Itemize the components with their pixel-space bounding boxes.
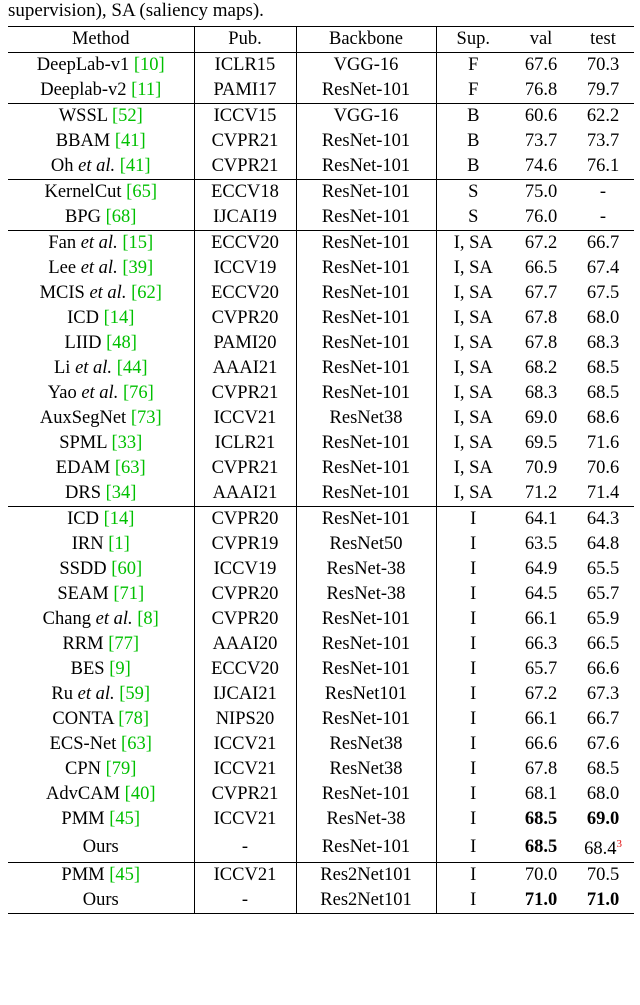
header-val: val [510, 27, 572, 53]
cell-method: DeepLab-v1 [10] [8, 53, 194, 79]
table-row [8, 231, 634, 257]
cell-method: PMM [45] [8, 807, 194, 832]
citation-link[interactable]: [44] [116, 358, 148, 378]
cell-pub: ICCV19 [194, 256, 296, 281]
cell-method: ICD [14] [8, 507, 194, 533]
cell-test: 64.8 [586, 534, 620, 554]
cell-test: 70.3 [586, 55, 620, 75]
cell-backbone: ResNet-101 [296, 205, 436, 231]
table-row [8, 863, 634, 889]
cell-pub: ICCV21 [194, 863, 296, 889]
cell-method: AdvCAM [40] [8, 782, 194, 807]
cell-val: 69.5 [524, 433, 558, 453]
citation-link[interactable]: [63] [114, 458, 146, 478]
citation-link[interactable]: [68] [105, 207, 137, 227]
citation-link[interactable]: [59] [119, 684, 151, 704]
cell-sup: I [470, 584, 477, 604]
cell-pub: NIPS20 [194, 707, 296, 732]
header-pub: Pub. [194, 27, 296, 53]
cell-sup: I [470, 684, 477, 704]
cell-test: 66.7 [586, 709, 620, 729]
cell-pub: CVPR21 [194, 456, 296, 481]
cell-test: 70.6 [586, 458, 620, 478]
cell-sup: B [467, 131, 480, 151]
cell-sup: I, SA [453, 258, 493, 278]
citation-link[interactable]: [40] [124, 784, 156, 804]
citation-link[interactable]: [10] [133, 55, 165, 75]
cell-test: 71.0 [586, 890, 620, 911]
table-row [8, 757, 634, 782]
cell-test: - [599, 207, 607, 227]
cell-val: 69.0 [524, 408, 558, 428]
table-row [8, 732, 634, 757]
header-method: Method [8, 27, 194, 53]
table-row [8, 481, 634, 507]
table-row [8, 682, 634, 707]
cell-val: 64.1 [510, 507, 572, 533]
cell-pub: IJCAI19 [194, 205, 296, 231]
cell-backbone: ResNet-101 [296, 832, 436, 863]
cell-pub: - [194, 888, 296, 914]
cell-sup: S [436, 180, 510, 206]
cell-pub: - [194, 832, 296, 863]
cell-val: 70.9 [524, 458, 558, 478]
cell-method: IRN [1] [8, 532, 194, 557]
table-caption: supervision), SA (saliency maps). [8, 0, 264, 21]
cell-pub: PAMI20 [194, 331, 296, 356]
citation-link[interactable]: [77] [108, 634, 140, 654]
citation-link[interactable]: [45] [109, 809, 141, 829]
citation-link[interactable]: [33] [111, 433, 143, 453]
cell-test: 68.0 [586, 308, 620, 328]
citation-link[interactable]: [73] [130, 408, 162, 428]
cell-sup: I [436, 863, 510, 889]
cell-method: Ours [8, 832, 194, 863]
cell-backbone: ResNet-101 [296, 657, 436, 682]
cell-val: 67.8 [524, 759, 558, 779]
cell-method: BBAM [41] [8, 129, 194, 154]
table-row [8, 807, 634, 832]
citation-link[interactable]: [63] [121, 734, 152, 754]
cell-pub: AAAI21 [194, 356, 296, 381]
cell-backbone: ResNet-101 [296, 456, 436, 481]
et-al-text: et al. [80, 258, 118, 278]
table-row [8, 507, 634, 533]
cell-val: 68.5 [524, 809, 558, 829]
cell-backbone: ResNet-101 [296, 782, 436, 807]
cell-test: 67.3 [586, 684, 620, 704]
table-row [8, 180, 634, 206]
cell-backbone: ResNet-101 [296, 632, 436, 657]
citation-link[interactable]: [48] [106, 333, 137, 353]
cell-backbone: ResNet38 [296, 732, 436, 757]
cell-method: MCIS et al. [62] [8, 281, 194, 306]
cell-pub: CVPR21 [194, 154, 296, 180]
citation-link[interactable]: [71] [113, 584, 145, 604]
cell-val: 76.8 [524, 80, 558, 100]
cell-test: 66.6 [586, 659, 620, 679]
cell-pub: CVPR21 [194, 129, 296, 154]
cell-sup: I, SA [453, 333, 493, 353]
cell-sup: I, SA [453, 283, 493, 303]
citation-link[interactable]: [14] [103, 509, 135, 529]
et-al-text: et al. [80, 233, 118, 253]
cell-pub: CVPR20 [194, 582, 296, 607]
cell-backbone: ResNet-101 [296, 256, 436, 281]
cell-sup: I [470, 559, 477, 579]
table-row [8, 256, 634, 281]
cell-val: 67.7 [524, 283, 558, 303]
cell-val: 66.5 [524, 258, 558, 278]
cell-method: Li et al. [44] [8, 356, 194, 381]
table-row [8, 707, 634, 732]
cell-pub: ECCV20 [194, 657, 296, 682]
cell-test: 67.4 [586, 258, 620, 278]
table-row [8, 154, 634, 180]
cell-backbone: ResNet101 [296, 682, 436, 707]
et-al-text: et al. [81, 383, 119, 403]
cell-method: BPG [68] [8, 205, 194, 231]
cell-backbone: VGG-16 [296, 104, 436, 130]
table-row [8, 104, 634, 130]
table-row [8, 888, 634, 914]
cell-backbone: ResNet-101 [296, 481, 436, 507]
cell-backbone: ResNet-101 [296, 281, 436, 306]
cell-method: SSDD [60] [8, 557, 194, 582]
cell-sup: I [470, 809, 477, 829]
cell-pub: CVPR20 [194, 507, 296, 533]
header-test: test [572, 27, 634, 53]
cell-backbone: Res2Net101 [296, 863, 436, 889]
cell-method: RRM [77] [8, 632, 194, 657]
table-row [8, 306, 634, 331]
cell-method: BES [9] [8, 657, 194, 682]
cell-sup: I [470, 634, 477, 654]
cell-backbone: ResNet-101 [296, 129, 436, 154]
cell-pub: IJCAI21 [194, 682, 296, 707]
cell-val: 68.2 [524, 358, 558, 378]
cell-test: 65.7 [586, 584, 620, 604]
cell-backbone: ResNet38 [296, 406, 436, 431]
table-row [8, 331, 634, 356]
cell-backbone: ResNet-101 [296, 707, 436, 732]
cell-sup: I, SA [453, 458, 493, 478]
cell-method: WSSL [52] [8, 104, 194, 130]
cell-sup: I [470, 890, 477, 911]
table-header [8, 27, 634, 53]
citation-link[interactable]: [15] [122, 233, 154, 253]
cell-pub: ECCV18 [194, 180, 296, 206]
cell-backbone: ResNet-101 [296, 381, 436, 406]
cell-sup: I [470, 534, 477, 554]
cell-backbone: ResNet-101 [296, 180, 436, 206]
cell-method: EDAM [63] [8, 456, 194, 481]
cell-method: Chang et al. [8] [8, 607, 194, 632]
cell-val: 67.2 [524, 684, 558, 704]
cell-method: Ours [8, 888, 194, 914]
cell-method: PMM [45] [8, 863, 194, 889]
citation-link[interactable]: [52] [111, 106, 143, 126]
cell-test: 66.5 [586, 634, 620, 654]
cell-pub: CVPR21 [194, 782, 296, 807]
cell-method: CONTA [78] [8, 707, 194, 732]
table-row [8, 532, 634, 557]
cell-method: Yao et al. [76] [8, 381, 194, 406]
cell-backbone: VGG-16 [296, 53, 436, 79]
cell-method: Lee et al. [39] [8, 256, 194, 281]
cell-backbone: ResNet38 [296, 757, 436, 782]
cell-sup: I [470, 734, 477, 754]
et-al-text: et al. [95, 609, 133, 629]
et-al-text: et al. [78, 156, 116, 176]
citation-link[interactable]: [9] [109, 659, 131, 679]
citation-link[interactable]: [76] [122, 383, 154, 403]
cell-val: 67.6 [524, 55, 558, 75]
cell-method: LIID [48] [8, 331, 194, 356]
cell-test: 65.9 [586, 609, 620, 629]
cell-sup: I, SA [453, 308, 493, 328]
cell-pub: ICCV21 [194, 406, 296, 431]
cell-sup: I, SA [453, 383, 493, 403]
cell-method: DRS [34] [8, 481, 194, 507]
header-backbone: Backbone [296, 27, 436, 53]
cell-method: Deeplab-v2 [11] [8, 78, 194, 104]
cell-test: 68.5 [586, 759, 620, 779]
cell-sup: I, SA [453, 483, 493, 503]
cell-method: Ru et al. [59] [8, 682, 194, 707]
citation-link[interactable]: [79] [105, 759, 137, 779]
table-row [8, 782, 634, 807]
table-row [8, 356, 634, 381]
table-row [8, 53, 634, 79]
cell-val: 73.7 [524, 131, 558, 151]
results-table [8, 26, 634, 914]
cell-sup: I [470, 609, 477, 629]
header-sup: Sup. [436, 27, 510, 53]
table-row [8, 431, 634, 456]
cell-val: 71.0 [524, 890, 558, 911]
cell-test: - [572, 180, 634, 206]
cell-val: 71.2 [524, 483, 558, 503]
cell-sup: F [468, 80, 479, 100]
cell-pub: AAAI21 [194, 481, 296, 507]
cell-val: 67.2 [510, 231, 572, 257]
citation-link[interactable]: [41] [119, 156, 151, 176]
cell-sup: I [470, 659, 477, 679]
cell-pub: ICCV21 [194, 757, 296, 782]
cell-test: 68.3 [586, 333, 620, 353]
table-row [8, 557, 634, 582]
citation-link[interactable]: [62] [131, 283, 162, 303]
table-row [8, 406, 634, 431]
cell-sup: I [470, 759, 477, 779]
cell-backbone: ResNet50 [296, 532, 436, 557]
cell-method: KernelCut [65] [8, 180, 194, 206]
cell-val: 76.0 [524, 207, 558, 227]
cell-pub: ICLR21 [194, 431, 296, 456]
citation-link[interactable]: [78] [118, 709, 150, 729]
table-row [8, 582, 634, 607]
cell-sup: I, SA [453, 433, 493, 453]
cell-method: ICD [14] [8, 306, 194, 331]
cell-test: 76.1 [586, 156, 620, 176]
cell-test: 70.5 [572, 863, 634, 889]
cell-pub: ICCV21 [194, 732, 296, 757]
cell-val: 74.6 [524, 156, 558, 176]
cell-test: 79.7 [586, 80, 620, 100]
cell-backbone: ResNet-101 [296, 356, 436, 381]
cell-sup: F [468, 55, 479, 75]
cell-backbone: ResNet-101 [296, 231, 436, 257]
cell-val: 65.7 [524, 659, 558, 679]
table-header-row [8, 27, 634, 53]
citation-link[interactable]: [41] [114, 131, 146, 151]
cell-pub: CVPR19 [194, 532, 296, 557]
cell-method: SPML [33] [8, 431, 194, 456]
citation-link[interactable]: [14] [103, 308, 135, 328]
citation-link[interactable]: [34] [105, 483, 137, 503]
cell-val: 60.6 [510, 104, 572, 130]
citation-link[interactable]: [8] [137, 609, 159, 629]
cell-val: 64.5 [524, 584, 558, 604]
cell-backbone: ResNet-38 [296, 582, 436, 607]
cell-pub: CVPR21 [194, 381, 296, 406]
cell-val: 66.3 [524, 634, 558, 654]
cell-test: 68.6 [586, 408, 620, 428]
cell-test: 71.6 [586, 433, 620, 453]
cell-test: 66.7 [572, 231, 634, 257]
cell-val: 66.6 [524, 734, 558, 754]
cell-sup: B [467, 156, 480, 176]
cell-sup: S [468, 207, 479, 227]
cell-pub: ECCV20 [194, 281, 296, 306]
cell-val: 68.3 [524, 383, 558, 403]
cell-val: 68.1 [524, 784, 558, 804]
cell-test: 69.0 [586, 809, 620, 829]
cell-method: Fan et al. [15] [8, 231, 194, 257]
cell-val: 67.8 [524, 333, 558, 353]
cell-pub: ICCV19 [194, 557, 296, 582]
cell-val: 67.8 [524, 308, 558, 328]
cell-test: 73.7 [586, 131, 620, 151]
cell-sup: I, SA [453, 408, 493, 428]
table-row [8, 205, 634, 231]
cell-sup: I [470, 784, 477, 804]
cell-backbone: ResNet-101 [296, 154, 436, 180]
cell-test: 67.5 [586, 283, 620, 303]
cell-backbone: Res2Net101 [296, 888, 436, 914]
table-row [8, 381, 634, 406]
cell-val: 70.0 [510, 863, 572, 889]
cell-val: 63.5 [524, 534, 558, 554]
cell-sup: I [436, 507, 510, 533]
cell-method: ECS-Net [63] [8, 732, 194, 757]
cell-backbone: ResNet-101 [296, 78, 436, 104]
cell-method: Oh et al. [41] [8, 154, 194, 180]
cell-test: 67.6 [586, 734, 620, 754]
cell-method: CPN [79] [8, 757, 194, 782]
cell-test: 65.5 [586, 559, 620, 579]
cell-test: 62.2 [572, 104, 634, 130]
citation-link[interactable]: [60] [111, 559, 143, 579]
cell-test: 68.5 [586, 358, 620, 378]
footnote-marker: 3 [616, 838, 622, 850]
table-row [8, 832, 634, 863]
cell-backbone: ResNet-38 [296, 557, 436, 582]
cell-test: 68.5 [586, 383, 620, 403]
cell-test: 64.3 [572, 507, 634, 533]
table-row [8, 129, 634, 154]
cell-backbone: ResNet-101 [296, 431, 436, 456]
table-body [8, 53, 634, 914]
citation-link[interactable]: [11] [131, 80, 162, 100]
citation-link[interactable]: [39] [122, 258, 154, 278]
cell-pub: AAAI20 [194, 632, 296, 657]
cell-pub: CVPR20 [194, 306, 296, 331]
cell-method: SEAM [71] [8, 582, 194, 607]
cell-sup: I [470, 836, 477, 857]
cell-pub: PAMI17 [194, 78, 296, 104]
cell-backbone: ResNet-101 [296, 331, 436, 356]
et-al-text: et al. [77, 684, 115, 704]
cell-backbone: ResNet-101 [296, 607, 436, 632]
table-row [8, 657, 634, 682]
cell-sup: I, SA [453, 358, 493, 378]
citation-link[interactable]: [1] [108, 534, 130, 554]
table-row [8, 456, 634, 481]
cell-pub: ICLR15 [194, 53, 296, 79]
table-row [8, 632, 634, 657]
cell-val: 68.5 [524, 836, 558, 857]
cell-sup: I, SA [436, 231, 510, 257]
cell-backbone: ResNet-38 [296, 807, 436, 832]
cell-val: 64.9 [524, 559, 558, 579]
cell-test: 71.4 [586, 483, 620, 503]
et-al-text: et al. [89, 283, 127, 303]
cell-method: AuxSegNet [73] [8, 406, 194, 431]
cell-backbone: ResNet-101 [296, 507, 436, 533]
citation-link[interactable]: [65] [126, 182, 157, 202]
cell-val: 66.1 [524, 709, 558, 729]
table-row [8, 78, 634, 104]
cell-test: 68.0 [586, 784, 620, 804]
cell-sup: I [470, 709, 477, 729]
table-row [8, 607, 634, 632]
cell-pub: ICCV21 [194, 807, 296, 832]
citation-link[interactable]: [45] [109, 865, 141, 886]
cell-test: 68.4$^3$ [584, 838, 622, 860]
table-row [8, 281, 634, 306]
cell-val: 75.0 [510, 180, 572, 206]
cell-pub: ICCV15 [194, 104, 296, 130]
cell-pub: CVPR20 [194, 607, 296, 632]
cell-val: 66.1 [524, 609, 558, 629]
et-al-text: et al. [75, 358, 113, 378]
cell-sup: B [436, 104, 510, 130]
cell-backbone: ResNet-101 [296, 306, 436, 331]
cell-pub: ECCV20 [194, 231, 296, 257]
